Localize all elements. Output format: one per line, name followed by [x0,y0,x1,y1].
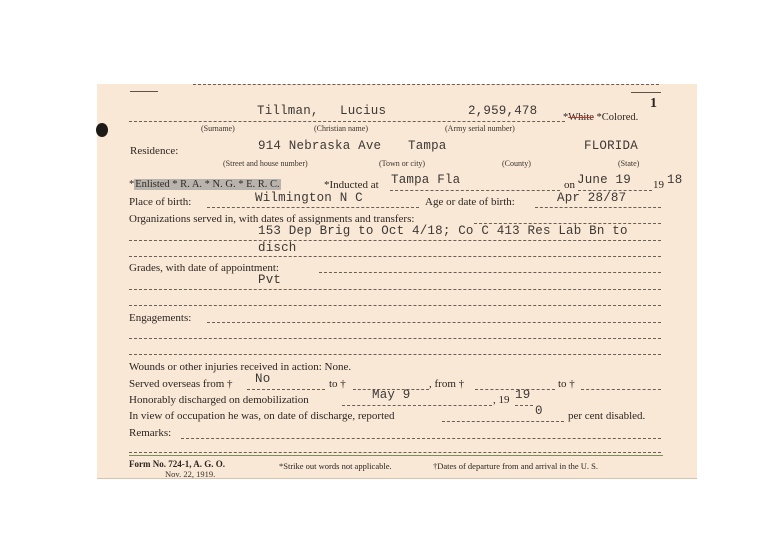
engagements-label: Engagements: [129,312,192,324]
residence-street: 914 Nebraska Ave [258,139,382,153]
serial-number-value: 2,959,478 [468,104,538,118]
discharge-date: May 9 [372,388,411,402]
birth-place-label: Place of birth: [129,196,192,208]
race-white-struck: White [568,112,594,123]
enlisted-field: *Enlisted * R. A. * N. G. * E. R. C. [129,179,280,190]
residence-line [193,84,659,85]
inducted-at-label: *Inducted at [324,179,379,191]
disability-line [442,421,564,422]
on-label: on [564,179,575,191]
induction-year-prefix: 19 [653,179,664,191]
enlisted-struck-text: Enlisted * R. A. * N. G. * E. R. C. [135,179,280,190]
remarks-label: Remarks: [129,427,172,439]
grades-value: Pvt [258,273,282,287]
residence-state: FLORIDA [584,139,638,153]
engagements-line-1 [129,338,661,339]
organizations-line-1 [129,240,661,241]
caption-state: (State) [618,159,640,168]
disability-label: In view of occupation he was, on date of discharge, reported [129,410,395,422]
organizations-label: Organizations served in, with dates of assignments and transfers: [129,213,415,225]
organizations-line-2 [129,256,661,257]
overseas-to-label-1: to † [329,378,346,390]
inducted-place: Tampa Fla [391,173,461,187]
overseas-from-label-2: , from † [429,378,465,390]
punch-hole [96,123,108,137]
surname-value: Tillman, [257,104,319,118]
overseas-value: No [255,372,271,386]
inducted-place-line [390,190,560,191]
overseas-to-line-2 [581,389,661,390]
race-colored: Colored. [601,112,639,123]
grades-line-0 [319,272,661,273]
induction-year: 18 [667,173,683,187]
caption-town: (Town or city) [379,159,426,168]
footnote-dates: †Dates of departure from and arrival in the U. S. [433,461,598,471]
discharge-date-line [342,405,492,406]
birth-place: Wilmington N C [255,191,363,205]
caption-county: (County) [502,159,531,168]
christian-name-value: Lucius [340,104,387,118]
top-left-mark [130,91,158,92]
overseas-label: Served overseas from † [129,378,233,390]
engagements-line-0 [207,322,661,323]
discharge-label: Honorably discharged on demobilization [129,394,309,406]
service-record-card [97,84,697,479]
footer-rule [129,455,663,456]
overseas-from-line [247,389,325,390]
residence-town: Tampa [408,139,447,153]
form-date: Nov. 22, 1919. [165,469,216,479]
caption-surname: (Surname) [201,124,235,133]
organizations-line2-text: disch [258,241,297,255]
overseas-to-label-2: to † [558,378,575,390]
grades-line-1 [129,289,661,290]
birth-date: Apr 28/87 [557,191,627,205]
disability-suffix: per cent disabled. [568,410,646,422]
birth-date-label: Age or date of birth: [425,196,515,208]
wounds-label: Wounds or other injuries received in action: None. [129,361,352,373]
caption-street: (Street and house number) [223,159,308,168]
organizations-line1-text: 153 Dep Brig to Oct 4/18; Co C 413 Res Lab Bn to [258,224,628,238]
remarks-line-1 [181,438,661,439]
disability-value: 0 [535,404,543,418]
discharge-year: 19 [515,388,531,402]
discharge-year-prefix: , 19 [493,394,510,406]
residence-label: Residence: [130,145,179,157]
birth-date-line [535,207,661,208]
name-line [129,121,565,122]
footnote-strike: *Strike out words not applicable. [279,461,392,471]
discharge-year-line [515,405,533,406]
induction-date: June 19 [577,173,631,187]
top-right-mark [631,92,661,93]
grades-line-2 [129,305,661,306]
grades-label: Grades, with date of appointment: [129,262,279,274]
card-number: 1 [650,96,657,111]
form-number: Form No. 724-1, A. G. O. [129,459,225,469]
remarks-line-2 [129,452,661,453]
caption-serial: (Army serial number) [445,124,515,133]
caption-christian-name: (Christian name) [314,124,368,133]
race-field: *White *Colored. [563,112,639,123]
birth-place-line [207,207,419,208]
engagements-line-2 [129,354,661,355]
